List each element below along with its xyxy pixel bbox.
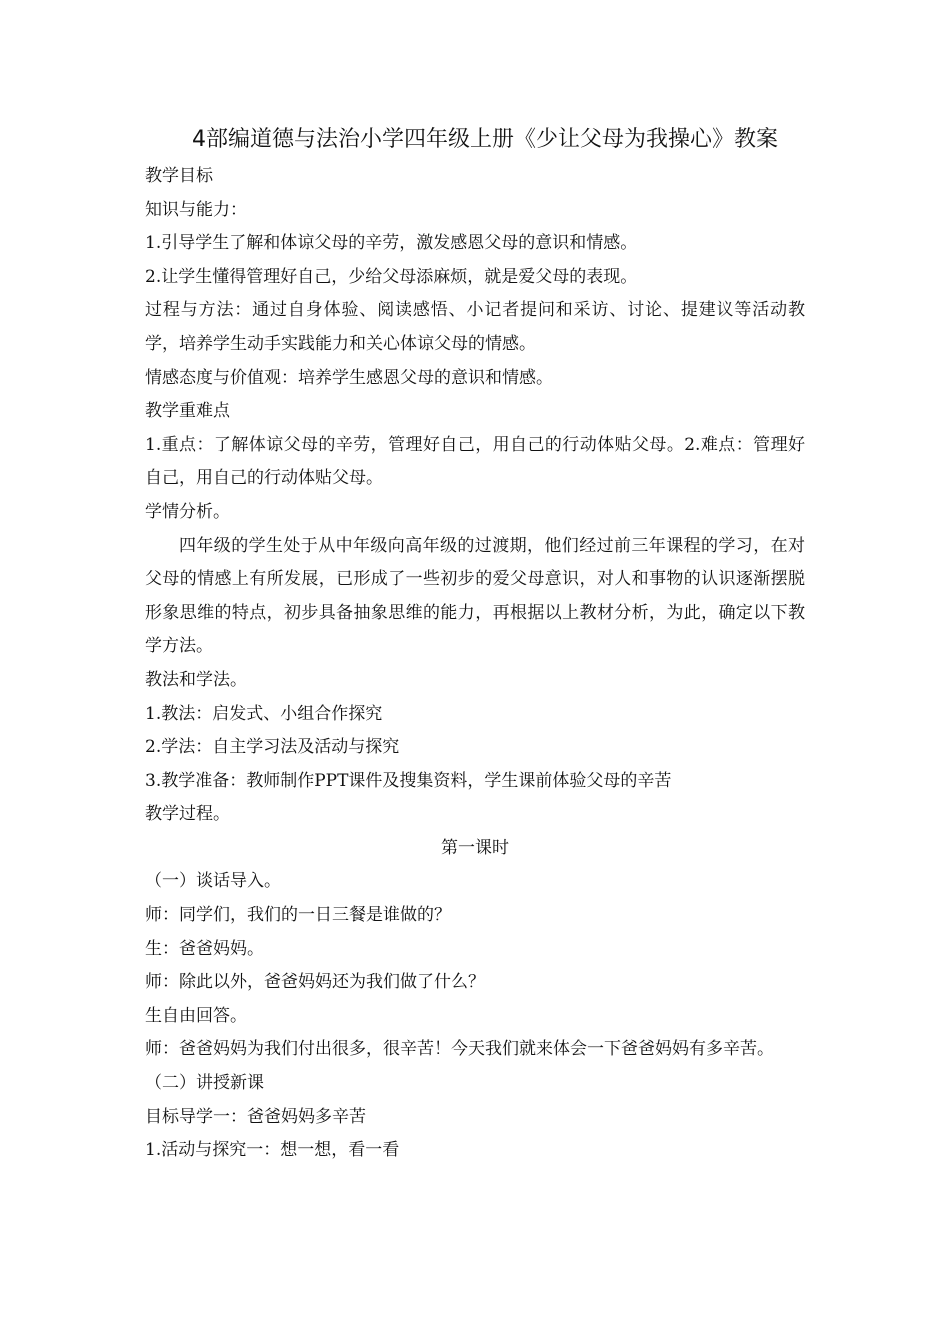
paragraph: （二）讲授新课 [145, 1073, 264, 1094]
paragraph: 师：爸爸妈妈为我们付出很多，很辛苦！今天我们就来体会一下爸爸妈妈有多辛苦。 [145, 1039, 774, 1060]
subheading-knowledge-ability: 知识与能力： [145, 199, 247, 220]
heading-teaching-process: 教学过程。 [145, 804, 230, 825]
document-title: 4部编道德与法治小学四年级上册《少让父母为我操心》教案 [192, 127, 778, 152]
paragraph: （一）谈话导入。 [145, 871, 281, 892]
section-title-first-lesson: 第一课时 [441, 837, 509, 858]
document-body [145, 160, 805, 1168]
heading-student-analysis: 学情分析。 [145, 501, 230, 522]
paragraph: 生自由回答。 [145, 1005, 247, 1026]
paragraph: 师：除此以外，爸爸妈妈还为我们做了什么？ [145, 972, 485, 993]
paragraph: 目标导学一：爸爸妈妈多辛苦 [145, 1106, 366, 1127]
paragraph-process-method: 过程与方法：通过自身体验、阅读感悟、小记者提问和采访、讨论、提建议等活动教学，培养学生动手实践能力和关心体谅父母的情感。 [145, 300, 805, 354]
paragraph: 1.教法：启发式、小组合作探究 [145, 703, 383, 724]
paragraph: 2.让学生懂得管理好自己，少给父母添麻烦，就是爱父母的表现。 [145, 266, 638, 287]
paragraph: 3.教学准备：教师制作PPT课件及搜集资料，学生课前体验父母的辛苦 [145, 770, 672, 791]
paragraph: 1.活动与探究一：想一想，看一看 [145, 1140, 400, 1161]
heading-key-difficult-points: 教学重难点 [145, 401, 230, 422]
heading-teaching-goals: 教学目标 [145, 166, 213, 186]
paragraph-emotion-values: 情感态度与价值观：培养学生感恩父母的意识和情感。 [145, 367, 553, 388]
paragraph-key-points: 1.重点：了解体谅父母的辛劳，管理好自己，用自己的行动体贴父母。2.难点：管理好自己，用自己的行动体贴父母。 [145, 434, 805, 489]
paragraph: 1.引导学生了解和体谅父母的辛劳，激发感恩父母的意识和情感。 [145, 233, 638, 254]
paragraph: 2.学法：自主学习法及活动与探究 [145, 737, 400, 758]
paragraph: 师：同学们，我们的一日三餐是谁做的？ [145, 905, 451, 926]
paragraph-student-analysis: 四年级的学生处于从中年级向高年级的过渡期，他们经过前三年课程的学习，在对父母的情感上有所发展，已形成了一些初步的爱父母意识，对人和事物的认识逐渐摆脱形象思维的特点，初步具备抽象思维的能力，再根据以上教材分析，为此，确定以下教学方法。 [145, 535, 805, 657]
paragraph: 生：爸爸妈妈。 [145, 938, 264, 959]
heading-methods: 教法和学法。 [145, 669, 247, 690]
